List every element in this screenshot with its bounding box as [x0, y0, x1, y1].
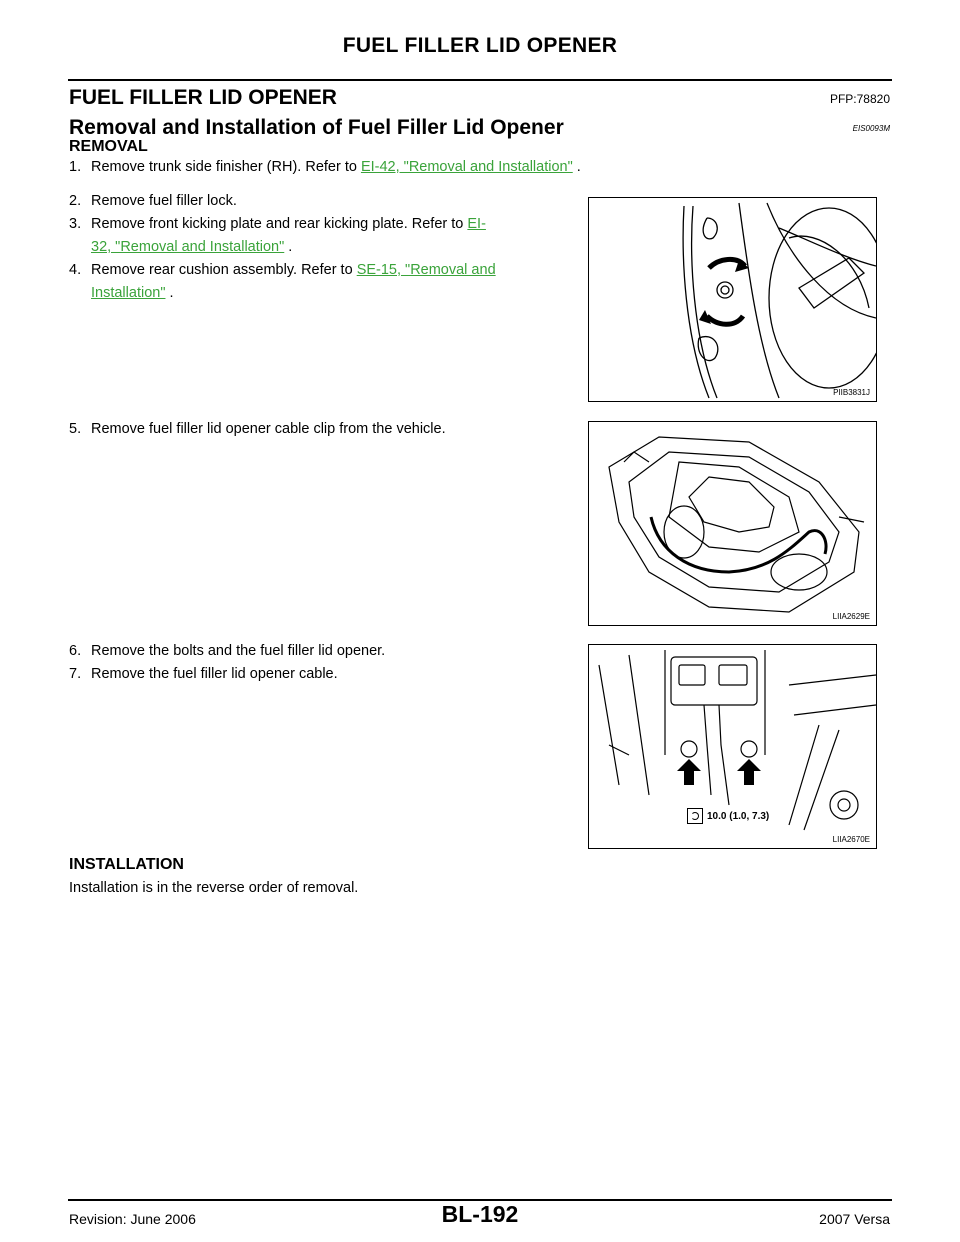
step-text: Remove the bolts and the fuel filler lid opener.: [91, 643, 386, 659]
fuel-filler-lock-illustration: [589, 198, 876, 401]
ref-link-ei-32-cont[interactable]: 32, "Removal and Installation": [91, 239, 285, 255]
page-number: BL-192: [441, 1201, 519, 1227]
revision-date: Revision: June 2006: [69, 1211, 196, 1227]
figure-cable-routing: [588, 421, 877, 626]
installation-text: Installation is in the reverse order of removal.: [69, 880, 359, 896]
step-number: 5.: [69, 421, 82, 437]
running-header: FUEL FILLER LID OPENER: [342, 34, 618, 57]
step-number: 2.: [69, 193, 82, 209]
ref-link-se-15[interactable]: SE-15, "Removal and: [356, 262, 496, 278]
ref-link-se-15-cont[interactable]: Installation": [91, 285, 166, 301]
subsection-code: EIS0093M: [852, 124, 890, 133]
header-rule: [68, 79, 892, 81]
installation-heading: INSTALLATION: [69, 856, 184, 873]
step-text: Remove front kicking plate and rear kicking plate. Refer to: [91, 216, 468, 232]
step-text: Remove the fuel filler lid opener cable.: [91, 666, 338, 682]
step-tail: .: [572, 159, 581, 175]
model-name: 2007 Versa: [819, 1211, 890, 1227]
section-code: PFP:78820: [829, 92, 890, 106]
step-6: [69, 640, 385, 663]
section-title: FUEL FILLER LID OPENER: [69, 86, 337, 109]
figure-code: PIIB3831J: [833, 388, 870, 397]
vehicle-body-cable-illustration: [589, 422, 876, 625]
torque-wrench-icon: [687, 808, 703, 824]
ref-link-ei-42[interactable]: EI-42, "Removal and Installation": [360, 159, 573, 175]
step-text: Remove fuel filler lid opener cable clip from the vehicle.: [91, 421, 446, 437]
step-tail: .: [165, 285, 174, 301]
step-3: [69, 213, 577, 259]
step-number: 4.: [69, 262, 82, 278]
step-number: 1.: [69, 159, 82, 175]
torque-value: 10.0 (1.0, 7.3): [707, 810, 770, 822]
step-text: Remove fuel filler lock.: [91, 193, 237, 209]
step-text: Remove rear cushion assembly. Refer to: [91, 262, 357, 278]
figure-code: LIIA2629E: [832, 612, 870, 621]
step-5: [69, 418, 446, 441]
step-text: Remove trunk side finisher (RH). Refer to: [91, 159, 361, 175]
torque-spec: [687, 808, 769, 824]
step-number: 3.: [69, 216, 82, 232]
step-number: 6.: [69, 643, 82, 659]
removal-heading: REMOVAL: [69, 138, 148, 155]
figure-code: LIIA2670E: [832, 835, 870, 844]
step-2: [69, 190, 237, 213]
step-tail: .: [284, 239, 293, 255]
subsection-title: Removal and Installation of Fuel Filler Lid Opener: [69, 116, 564, 139]
step-1: [69, 156, 581, 179]
step-number: 7.: [69, 666, 82, 682]
step-7: [69, 663, 338, 686]
ref-link-ei-32[interactable]: EI-: [467, 216, 486, 232]
step-4: [69, 259, 577, 305]
figure-fuel-filler-lock: [588, 197, 877, 402]
figure-lid-opener-bolts: [588, 644, 877, 849]
